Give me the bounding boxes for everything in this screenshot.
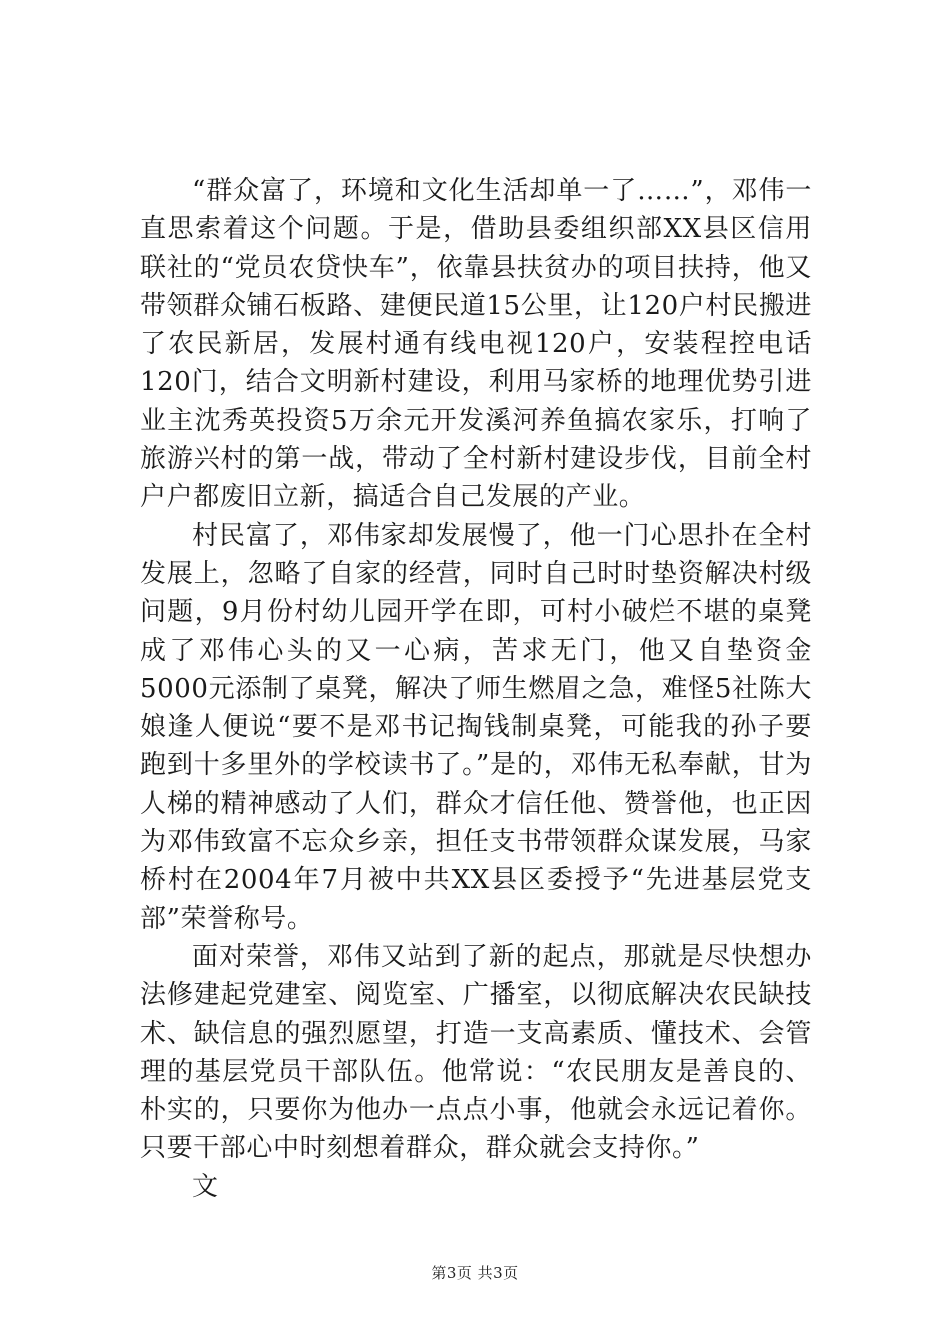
document-body (140, 172, 812, 1206)
page-number-footer: 第3页 共3页 (431, 1264, 519, 1282)
paragraph-4: 文 (192, 1171, 219, 1202)
paragraph-2: 村民富了，邓伟家却发展慢了，他一门心思扑在全村发展上，忽略了自家的经营，同时自己时时垫资解决村级问题，9月份村幼儿园开学在即，可村小破烂不堪的桌凳成了邓伟心头的又一心病，苦求无门，他又自垫资金5000元添制了桌凳，解决了师生燃眉之急，难怪5社陈大娘逢人便说“要不是邓书记掏钱制桌凳，可能我的孙子要跑到十多里外的学校读书了。”是的，邓伟无私奉献，甘为人梯的精神感动了人们，群众才信任他、赞誉他，也正因为邓伟致富不忘众乡亲，担任支书带领群众谋发展，马家桥村在2004年7月被中共XX县区委授予“先进基层党支部”荣誉称号。 (140, 520, 812, 934)
paragraph-1: “群众富了，环境和文化生活却单一了……”，邓伟一直思索着这个问题。于是，借助县委组织部XX县区信用联社的“党员农贷快车”，依靠县扶贫办的项目扶持，他又带领群众铺石板路、建便民道15公里，让120户村民搬进了农民新居，发展村通有线电视120户，安装程控电话120门，结合文明新村建设，利用马家桥的地理优势引进业主沈秀英投资5万余元开发溪河养鱼搞农家乐，打响了旅游兴村的第一战，带动了全村新村建设步伐，目前全村户户都废旧立新，搞适合自己发展的产业。 (140, 176, 812, 513)
paragraph-3: 面对荣誉，邓伟又站到了新的起点，那就是尽快想办法修建起党建室、阅览室、广播室，以彻底解决农民缺技术、缺信息的强烈愿望，打造一支高素质、懂技术、会管理的基层党员干部队伍。他常说：“农民朋友是善良的、朴实的，只要你为他办一点点小事，他就会永远记着你。只要干部心中时刻想着群众，群众就会支持你。” (140, 941, 812, 1164)
